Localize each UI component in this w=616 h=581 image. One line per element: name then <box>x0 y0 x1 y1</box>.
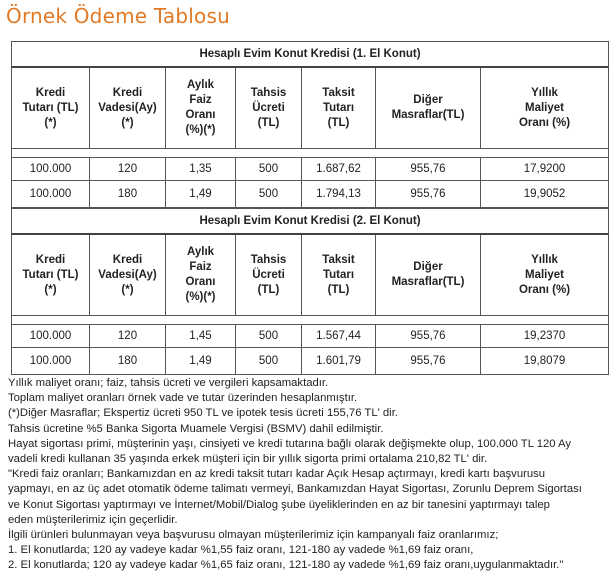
column-header-line: Taksit <box>322 86 355 99</box>
table-cell: 1.794,13 <box>302 181 376 208</box>
footnote-line: İlgili ürünleri bulunmayan veya başvurusu olmayan müşterilerimiz için kampanyalı faiz oranlarımız; <box>8 529 499 542</box>
column-header-line: Ücreti <box>252 268 285 281</box>
column-header <box>481 234 609 316</box>
footnote-line: yapmayı, en az üç adet otomatik ödeme talimatı vermeyi, Bankamızdan Hayat Sigortası, Zorunlu Deprem Sigortası <box>8 483 582 496</box>
column-header-line: Tutarı (TL) <box>22 268 79 281</box>
footnotes <box>8 376 608 574</box>
table-cell: 180 <box>90 181 166 208</box>
column-header-line: Vadesi(Ay) <box>98 268 157 281</box>
column-header <box>376 67 481 149</box>
column-header-line: (%)(*) <box>185 124 216 136</box>
column-header-line: Maliyet <box>525 268 564 281</box>
column-header-line: Tahsis <box>250 253 287 266</box>
column-header-line: (*) <box>121 283 134 296</box>
column-header <box>166 67 236 149</box>
column-header-line: Yıllık <box>531 86 558 99</box>
table-cell: 955,76 <box>376 348 481 375</box>
table-cell: 1.601,79 <box>302 348 376 375</box>
column-header-line: Aylık <box>186 79 215 91</box>
column-header <box>12 67 90 149</box>
payment-table-first-hand <box>11 41 609 208</box>
table-cell: 100.000 <box>12 348 90 375</box>
column-header-line: Ücreti <box>252 101 285 114</box>
column-header <box>12 234 90 316</box>
table-cell: 1,49 <box>166 348 236 375</box>
column-header-line: Yıllık <box>531 253 558 266</box>
footnote-line: ve Konut Sigortası yaptırmayı ve İnternet/Mobil/Dialog şube üyeliklerinden en az bir tanesini yaptırmayı talep <box>8 498 550 511</box>
footnote-line: vadeli kredi kullanan 35 yaşında erkek müşteri için bir yıllık sigorta primi ortalama 210,82 TL' dir. <box>8 453 488 466</box>
column-header-line: Diğer <box>413 261 443 273</box>
page-title: Örnek Ödeme Tablosu <box>6 4 230 28</box>
header-row <box>12 67 609 149</box>
column-header-line: Masraflar(TL) <box>391 109 465 121</box>
column-header-line: (TL) <box>327 116 350 129</box>
column-header <box>90 67 166 149</box>
column-header-line: Kredi <box>35 86 66 99</box>
table-cell: 1,45 <box>166 325 236 348</box>
table-cell: 500 <box>236 348 302 375</box>
column-header-line: Aylık <box>186 246 215 258</box>
column-header <box>166 234 236 316</box>
column-header-line: Oranı <box>185 276 216 288</box>
table-caption: Hesaplı Evim Konut Kredisi (2. El Konut) <box>12 209 609 235</box>
footnote-line: Toplam maliyet oranları örnek vade ve tutar üzerinden hesaplanmıştır. <box>8 392 358 405</box>
column-header-line: Masraflar(TL) <box>391 276 465 288</box>
column-header-line: Tutarı (TL) <box>22 101 79 114</box>
column-header-line: (*) <box>121 116 134 129</box>
table-cell: 500 <box>236 181 302 208</box>
table-cell: 120 <box>90 158 166 181</box>
column-header-line: Kredi <box>112 86 143 99</box>
table-row <box>12 181 609 208</box>
column-header-line: Faiz <box>189 94 212 106</box>
column-header-line: (*) <box>44 116 57 129</box>
footnote-line: Yıllık maliyet oranı; faiz, tahsis ücreti ve vergileri kapsamaktadır. <box>8 377 329 389</box>
table-cell: 19,8079 <box>481 348 609 375</box>
column-header <box>481 67 609 149</box>
table-cell: 955,76 <box>376 181 481 208</box>
header-row <box>12 234 609 316</box>
column-header-line: Faiz <box>189 261 212 273</box>
column-header <box>302 234 376 316</box>
column-header-line: (TL) <box>327 283 350 296</box>
table-row <box>12 158 609 181</box>
table-cell: 955,76 <box>376 325 481 348</box>
footnote-line: Hayat sigortası primi, müşterinin yaşı, cinsiyeti ve kredi tutarına bağlı olarak değişmekte olup, 100.000 TL 120 Ay <box>8 437 572 450</box>
column-header-line: Tutarı <box>322 101 355 114</box>
payment-table-second-hand <box>11 208 609 375</box>
footnote-line: eden müşterilerimiz için geçerlidir. <box>8 513 178 526</box>
column-header <box>236 67 302 149</box>
table-cell: 1,35 <box>166 158 236 181</box>
table-cell: 1,49 <box>166 181 236 208</box>
column-header-line: Vadesi(Ay) <box>98 101 157 114</box>
table-cell: 500 <box>236 325 302 348</box>
column-header-line: (%)(*) <box>185 291 216 303</box>
table-caption: Hesaplı Evim Konut Kredisi (1. El Konut) <box>12 42 609 68</box>
footnote-line: Tahsis ücretine %5 Banka Sigorta Muamele Vergisi (BSMV) dahil edilmiştir. <box>8 422 384 435</box>
column-header-line: Oranı (%) <box>518 116 571 129</box>
column-header <box>376 234 481 316</box>
footnote-line: 1. El konutlarda; 120 ay vadeye kadar %1,55 faiz oranı, 121-180 ay vadede %1,69 faiz oranı, <box>8 544 474 557</box>
column-header-line: Kredi <box>112 253 143 266</box>
column-header-line: Taksit <box>322 253 355 266</box>
table-row <box>12 325 609 348</box>
column-header-line: Maliyet <box>525 101 564 114</box>
column-header <box>236 234 302 316</box>
column-header <box>302 67 376 149</box>
column-header-line: (TL) <box>257 283 280 296</box>
column-header-line: Tutarı <box>322 268 355 281</box>
column-header-line: Tahsis <box>250 86 287 99</box>
table-cell: 120 <box>90 325 166 348</box>
table-cell: 1.687,62 <box>302 158 376 181</box>
table-cell: 100.000 <box>12 181 90 208</box>
table-cell: 180 <box>90 348 166 375</box>
table-cell: 500 <box>236 158 302 181</box>
table-cell: 19,2370 <box>481 325 609 348</box>
column-header-line: Oranı (%) <box>518 283 571 296</box>
footnote-line: 2. El konutlarda; 120 ay vadeye kadar %1,65 faiz oranı, 121-180 ay vadede %1,69 faiz oranı,uygulanmaktadır." <box>8 559 564 572</box>
table-cell: 19,9052 <box>481 181 609 208</box>
footnote-line: "Kredi faiz oranları; Bankamızdan en az kredi taksit tutarı kadar Açık Hesap açtırmayı, kredi kartı başvurusu <box>8 468 546 481</box>
column-header-line: Diğer <box>413 94 443 106</box>
column-header-line: (TL) <box>257 116 280 129</box>
table-cell: 17,9200 <box>481 158 609 181</box>
table-row <box>12 348 609 375</box>
table-cell: 1.567,44 <box>302 325 376 348</box>
column-header-line: Kredi <box>35 253 66 266</box>
table-cell: 955,76 <box>376 158 481 181</box>
footnote-line: (*)Diğer Masraflar; Ekspertiz ücreti 950 TL ve ipotek tesis ücreti 155,76 TL' dir. <box>8 407 398 420</box>
column-header-line: Oranı <box>185 109 216 121</box>
table-cell: 100.000 <box>12 325 90 348</box>
table-cell: 100.000 <box>12 158 90 181</box>
column-header-line: (*) <box>44 283 57 296</box>
column-header <box>90 234 166 316</box>
